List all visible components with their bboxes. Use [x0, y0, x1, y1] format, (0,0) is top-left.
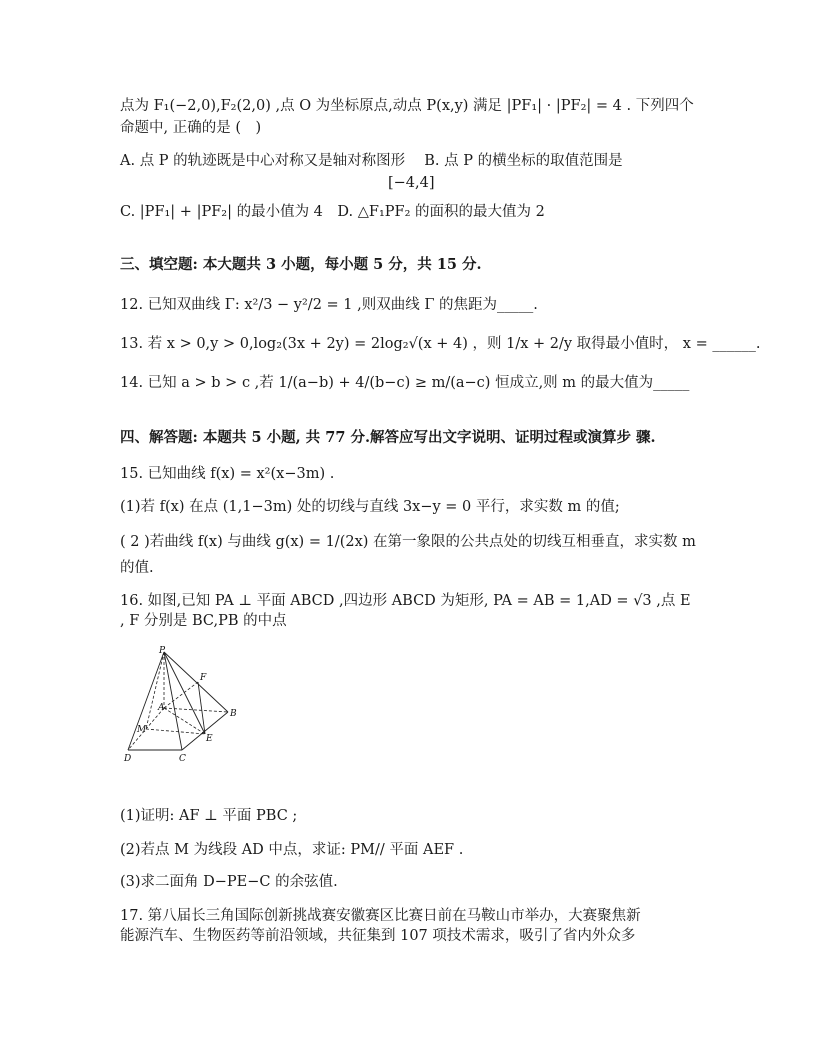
label-c: C	[179, 754, 186, 764]
label-b: B	[230, 709, 237, 719]
option-c-d: C. |PF₁| + |PF₂| 的最小值为 4 D. △F₁PF₂ 的面积的最大值为 2	[120, 204, 545, 220]
question-15-part-1: (1)若 f(x) 在点 (1,1−3m) 处的切线与直线 3x−y = 0 平行，求实数 m 的值;	[120, 499, 620, 515]
label-e: E	[206, 734, 213, 744]
question-16-part-3: (3)求二面角 D−PE−C 的余弦值.	[120, 874, 338, 890]
question-13: 13. 若 x > 0,y > 0,log₂(3x + 2y) = 2log₂√(x + 4) ，则 1/x + 2/y 取得最小值时， x = ______.	[120, 336, 761, 352]
section-heading-fill-in: 三、填空题: 本大题共 3 小题，每小题 5 分，共 15 分.	[120, 256, 482, 273]
question-16-cont: , F 分别是 BC,PB 的中点	[120, 613, 287, 629]
label-f: F	[200, 673, 207, 683]
question-16-part-1: (1)证明: AF ⊥ 平面 PBC ;	[120, 808, 298, 824]
option-a-b: A. 点 P 的轨迹既是中心对称又是轴对称图形 B. 点 P 的横坐标的取值范围是	[120, 153, 623, 169]
label-d: D	[124, 754, 132, 764]
option-b-range: [−4,4]	[388, 175, 435, 191]
pyramid-diagram	[120, 644, 240, 766]
text-line-2: 命题中, 正确的是 ( )	[120, 120, 262, 136]
question-17-cont: 能源汽车、生物医药等前沿领域，共征集到 107 项技术需求，吸引了省内外众多	[120, 928, 636, 944]
question-12: 12. 已知双曲线 Γ: x²/3 − y²/2 = 1 ,则双曲线 Γ 的焦距为_____.	[120, 297, 538, 313]
question-15: 15. 已知曲线 f(x) = x²(x−3m) .	[120, 466, 335, 482]
section-heading-solve: 四、解答题: 本题共 5 小题, 共 77 分.解答应写出文字说明、证明过程或演算步 骤.	[120, 429, 656, 446]
pyramid-figure	[120, 644, 240, 766]
label-a: A	[158, 703, 165, 713]
label-m: M	[137, 725, 147, 735]
question-16: 16. 如图,已知 PA ⊥ 平面 ABCD ,四边形 ABCD 为矩形, PA = AB = 1,AD = √3 ,点 E	[120, 593, 691, 609]
question-14: 14. 已知 a > b > c ,若 1/(a−b) + 4/(b−c) ≥ m/(a−c) 恒成立,则 m 的最大值为_____	[120, 375, 690, 391]
question-15-part-2: ( 2 )若曲线 f(x) 与曲线 g(x) = 1/(2x) 在第一象限的公共点处的切线互相垂直，求实数 m	[120, 534, 696, 550]
text-line-1: 点为 F₁(−2,0),F₂(2,0) ,点 O 为坐标原点,动点 P(x,y) 满足 |PF₁| · |PF₂| = 4 . 下列四个	[120, 98, 694, 114]
question-16-part-2: (2)若点 M 为线段 AD 中点，求证: PM// 平面 AEF .	[120, 842, 464, 858]
question-17: 17. 第八届长三角国际创新挑战赛安徽赛区比赛日前在马鞍山市举办，大赛聚焦新	[120, 908, 641, 924]
label-p: P	[159, 646, 166, 656]
question-15-part-2-cont: 的值.	[120, 560, 154, 576]
